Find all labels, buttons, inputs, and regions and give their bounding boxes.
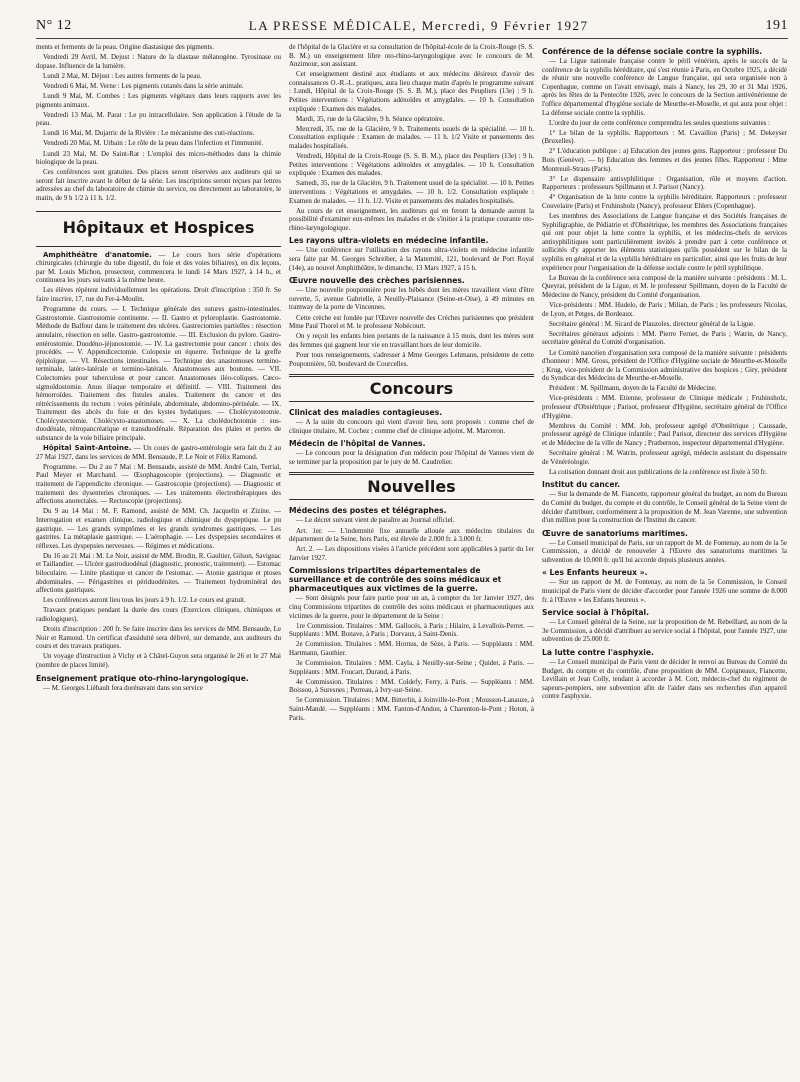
paragraph: — Sur la demande de M. Fiancette, rapporteur général du budget, au nom du Bureau du Comité du budget, du compte et du contrôle, le Conseil général de la Seine vient de décider d'attribuer, conformément à la proposition de M. Jean Varenne, une subvention d'un million pour la construction de l'Institut du cancer. bbox=[542, 490, 787, 525]
paragraph: Du 16 au 21 Mai : M. Le Noir, assisté de MM. Brodin, R. Gaultier, Gilson, Savignac et Taillandier. — Ulcère gastroduodénal (diagnostic, pronostic, traitement). — Estomac biloculaire. — Linite plastique et cancer de l'estomac. — Atonie gastrique et ptoses abdominales. — Périgastrites et périduodénites. — Traitement hydrominéral des affections gastriques. bbox=[36, 551, 281, 595]
paragraph: — Sur un rapport de M. de Fontenay, au nom de la 5e Commission, le Conseil municipal de Paris vient de décider d'accorder pour l'année 1926 une somme de 8.000 fr. à l'Œuvre « les Enfants heureux ». bbox=[542, 578, 787, 604]
paragraph: La cotisation donnant droit aux publications de la conférence est fixée à 50 fr. bbox=[549, 467, 767, 476]
article-title: Institut du cancer. bbox=[542, 480, 621, 490]
paragraph: Les conférences auront lieu tous les jours à 9 h. 1/2. Le cours est gratuit. bbox=[43, 596, 246, 605]
paragraph: Un voyage d'instruction à Vichy et à Châtel-Guyon sera organisé le 26 et le 27 Mai (nombre de places limité). bbox=[36, 652, 281, 669]
paragraph: Cette crèche est fondée par l'Œuvre nouvelle des Crèches parisiennes que président Mme Paul Thorel et M. le professeur Nobécourt. bbox=[289, 313, 534, 331]
paragraph: — La Ligue nationale française contre le péril vénérien, après le succès de la conférence de la syphilis héréditaire, qui s'est réunie à Paris, en Octobre 1925, a décidé de réunir une nouvelle conférence de Langue française, qui sera organisée non à Copenhague, comme on l'avait envisagé, mais à Nancy, les 29, 30 et 31 Mai 1926, après les fêtes de la Pentecôte 1926, avec le concours de la Section antivénérienne de l'office départemental d'hygiène sociale de Meurthe-et-Moselle, et qui aura pour objet : La défense sociale contre la syphilis. bbox=[542, 57, 787, 117]
paragraph: — Sont désignés pour faire partie pour un an, à compter du 1er Janvier 1927, des cinq Commissions tripartites de contrôle des soins médicaux et pharmaceutiques aux victimes de la guerre, pour le département de la Seine : bbox=[289, 594, 534, 620]
issue-number: N° 12 bbox=[36, 18, 72, 33]
paragraph: Secrétaires généraux adjoints : MM. Pierre Fernet, de Paris ; Watrin, de Nancy, secrétaire général du Comité d'organisation. bbox=[542, 329, 787, 347]
paragraph: — A la suite du concours qui vient d'avoir lieu, sont proposés : comme chef de clinique titulaire, M. Cochez ; comme chef de clinique adjoint, M. Marceron. bbox=[289, 418, 534, 435]
article-title: Service social à l'hôpital. bbox=[542, 608, 650, 618]
paragraph: Vice-présidents : MM. Etienne, professeur de Clinique médicale ; Fruhinsholz, professeur d'Obstétrique ; Parisot, professeur d'Hygiène, secrétaire général de l'Office d'Hygiène. bbox=[542, 394, 787, 420]
article-lead: Amphithéâtre d'anatomie. bbox=[43, 250, 152, 259]
paragraph: — Le décret suivant vient de paraître au Journal officiel. bbox=[296, 516, 455, 525]
paragraph: Les élèves répètent individuellement les opérations. Droit d'inscription : 350 fr. Se faire inscrire, 17, rue du Fer-à-Moulin. bbox=[36, 286, 281, 304]
publication-title: LA PRESSE MÉDICALE, Mercredi, 9 Février 1927 bbox=[248, 18, 589, 33]
paragraph: 3e Commission. Titulaires : MM. Cayla, à Neuilly-sur-Seine ; Quidet, à Paris. — Suppléants : MM. Foucart, Durand, à Paris. bbox=[289, 659, 534, 676]
paragraph: Membres du Comité : MM. Job, professeur agrégé d'Obstétrique ; Caussade, professeur agrégé de Clinique infantile ; Paul Parisot, directeur des services d'Hygiène et de Médecine de la ville de Nancy ; Pratbernon, inspecteur départemental d'Hygiène. bbox=[542, 421, 787, 447]
paragraph: Lundi 2 Mai, M. Déjust : Les autres ferments de la peau. bbox=[43, 71, 202, 80]
paragraph: de l'hôpital de la Glacière et sa consultation de l'hôpital-école de la Croix-Rouge (S. S. B. M.) un enseignement libre oto-rhino-laryngologique avec le concours de M. Anzimour, son assistant. bbox=[289, 43, 534, 69]
paragraph: Pour tous renseignements, s'adresser à Mme Georges Lehmann, présidente de cette Pouponnière, 50, boulevard de Courcelles. bbox=[289, 350, 534, 368]
article-lead: Hôpital Saint-Antoine. bbox=[43, 444, 132, 453]
paragraph: Le Bureau de la conférence sera composé de la manière suivante : présidents : M. L. Queyrat, président de la Ligue, et M. le professeur Spillmann, doyen de la Faculté de Médecine de Nancy, président du Comité d'organisation. bbox=[542, 273, 787, 299]
paragraph: Droits d'inscription : 200 fr. Se faire inscrire dans les services de MM. Bensaude, Le Noir et Ramond. Un certificat d'assiduité sera délivré, sur demande, aux auditeurs du cours et des travaux pratiques. bbox=[36, 625, 281, 651]
paragraph: Secrétaire général : M. Watrin, professeur agrégé, médecin assistant du dispensaire de Vénéréologie. bbox=[542, 449, 787, 466]
page-header bbox=[36, 0, 788, 39]
paragraph: Art. 2. — Les dispositions visées à l'article précédent sont applicables à partir du 1er Janvier 1927. bbox=[289, 545, 534, 562]
paragraph: 1° Le bilan de la syphilis. Rapporteurs : M. Cavaillon (Paris) ; M. Dekeyser (Bruxelles). bbox=[542, 128, 787, 146]
paragraph: Lundi 16 Mai, M. Dujarric de la Rivière : Le mécanisme des cuti-réactions. bbox=[43, 129, 255, 138]
article-title: Œuvre nouvelle des crèches parisiennes. bbox=[289, 276, 465, 286]
paragraph: — Une conférence sur l'utilisation des rayons ultra-violets en médecine infantile sera faite par M. Georges Schreiber, à la Maternité, 121, boulevard de Port Royal (14e), au nouvel Amphithéâtre, le dimanche, 13 Mars 1927, à 15 h. bbox=[289, 246, 534, 272]
column-2 bbox=[289, 43, 534, 1081]
paragraph: Vendredi 20 Mai, M. Urbain : Le rôle de la peau dans l'infection et l'immunité. bbox=[43, 139, 264, 148]
column-3 bbox=[542, 43, 787, 1081]
paragraph: 5e Commission. Titulaires : MM. Bitterlin, à Joinville-le-Pont ; Mousson-Lanauze, à Saint-Mandé. — Suppléants : MM. Fanton-d'Andon, à Charenton-le-Pont ; Hoton, à Paris. bbox=[289, 696, 534, 722]
paragraph: 4e Commission. Titulaires : MM. Coldefy, Ferry, à Paris. — Suppléants : MM. Boissou, à Suresnes ; Perreau, à Ivry-sur-Seine. bbox=[289, 677, 534, 695]
paragraph: — Le concours pour la désignation d'un médecin pour l'hôpital de Vannes vient de se terminer par la proposition par le jury de M. Caudrelier. bbox=[289, 449, 534, 466]
article-title: La lutte contre l'asphyxie. bbox=[542, 648, 654, 658]
paragraph: — Le cours hors série d'opérations chirurgicales (chirurgie du tube digestif, du foie et des voies biliaires), en dix leçons, par M. Louis Michon, prosecteur, commencera le lundi 14 Mars 1927, à 14 h., et continuera les jours suivants à la même heure. bbox=[36, 250, 281, 285]
paragraph: — Le Conseil général de la Seine, sur la proposition de M. Rebeillard, au nom de la 3e Commission, a décidé d'attribuer au service social à l'hôpital, pour l'année 1927, une subvention de 25.000 fr. bbox=[542, 618, 787, 644]
paragraph: Secrétaire général : M. Sicard de Plauzoles, directeur général de la Ligue. bbox=[549, 319, 756, 328]
paragraph: Les membres des Associations de Langue française et des Sociétés françaises de Syphiligraphie, de Pédiatrie et d'Obstétrique, les membres des Associations françaises qui ont pour objet la lutte contre la syphilis, et les médecins-chefs de services antisyphilitiques sont particulièrement invités à prendre part à cette conférence et sollicités d'y apporter les éléments statistiques qu'ils possèdent sur le bilan de la syphilis en général et de la syphilis héréditaire en particulier, ainsi que les fruits de leur expérience pour l'organisation de la défense sociale contre le péril syphilitique. bbox=[542, 212, 787, 272]
paragraph: — Un cours de gastro-entérologie sera fait du 2 au 27 Mai 1927, dans les services de MM. Bensaude, P. Le Noir et Félix Ramond. bbox=[36, 444, 281, 461]
paragraph: 1re Commission. Titulaires : MM. Gallocés, à Paris ; Hilaire, à Levallois-Perret. — Suppléants : MM. Bonave, à Paris ; Dorvaux, à Saint-Denis. bbox=[289, 621, 534, 639]
paragraph: Samedi, 35, rue de la Glacière, 9 h. Traitement usuel de la spécialité. — 10 h. Petites interventions : Végétations et amygdales. — 10 h. 1/2. Consultation expliquée : Examen de malades. — 11 h. 1/2. Visite et pansements des malades hospitalisés. bbox=[289, 179, 534, 205]
paragraph: Vendredi, Hôpital de la Croix-Rouge (S. S. B. M.), place des Peupliers (13e) : 9 h. Petites interventions : Végétations adénoïdes et amygdales. — 10 h. Consultation expliquée : Examen des malades. bbox=[289, 152, 534, 178]
paragraph: Vendredi 29 Avril, M. Dejust : Nature de la diastase mélanogène. Tyrosinase ou dopase. Influence de la lumière. bbox=[36, 53, 281, 70]
paragraph: Président : M. Spillmann, doyen de la Faculté de Médecine. bbox=[549, 384, 717, 393]
article-title: Conférence de la défense sociale contre la syphilis. bbox=[542, 47, 763, 56]
paragraph: 2° L'éducation publique : a) Education des jeunes gens. Rapporteur : professeur Du Bois (Genève). — b) Education des femmes et des jeunes filles. Rapporteur : Mme Montreuil-Straus (Paris). bbox=[542, 147, 787, 173]
paragraph: — Le Conseil municipal de Paris vient de décider le renvoi au Bureau du Comité du Budget, du compte et du contrôle, d'une proposition de MM. Copigneaux, Fiancette, Levillain et Jean Colly, tendant à accorder à M. Cott, médecin-chef du régiment de sapeurs-pompiers, une subvention afin de l'aider dans ses recherches d'un appareil contre l'asphyxie. bbox=[542, 658, 787, 701]
divider bbox=[36, 246, 281, 247]
paragraph: Mardi, 35, rue de la Glacière, 9 h. Séance opératoire. bbox=[296, 114, 445, 123]
divider bbox=[36, 211, 281, 212]
paragraph: Cet enseignement destiné aux étudiants et aux médecins désireux d'avoir des connaissances O.-R.-L. pratiques, aura lieu chaque matin d'après le programme suivant : Lundi, Hôpital de la Croix-Rouge (S. S. B. M.), place des Peupliers (13e) : 9 h. Petites interventions : Végétations adénoïdes et amygdales. — 10 h. Consultation expliquée : Examen des malades. bbox=[289, 70, 534, 113]
columns bbox=[36, 43, 788, 1081]
paragraph: Vendredi 6 Mai, M. Verne : Les pigments cutanés dans la série animale. bbox=[43, 81, 244, 90]
article-title: Médecins des postes et télégraphes. bbox=[289, 506, 447, 516]
paragraph: On y reçoit les enfants bien portants de la naissance à 15 mois, dont les mères sont des femmes qui gagnent leur vie en travaillant hors de leur domicile. bbox=[289, 332, 534, 349]
section-heading-nouvelles: Nouvelles bbox=[289, 472, 534, 500]
paragraph: Au cours de cet enseignement, les auditeurs qui en feront la demande auront la possibilité d'examiner eux-mêmes les malades et de s'initier à la pratique courante oto-rhino-laryngologique. bbox=[289, 206, 534, 232]
paragraph: Art. 1er. — L'indemnité fixe annuelle allouée aux médecins titulaires du département de la Seine, hors Paris, est élevée de 2.000 fr. à 3.000 fr. bbox=[289, 526, 534, 544]
paragraph: Mercredi, 35, rue de la Glacière, 9 h. Traitements usuels de la spécialité. — 10 h. Consultation expliquée : Examen de malades. — 11 h. 1/2 Visite et pansements des malades hospitalisés. bbox=[289, 124, 534, 151]
article-title: Clinicat des maladies contagieuses. bbox=[289, 408, 443, 418]
paragraph: Programme du cours. — I. Technique générale des sutures gastro-intestinales. Gastrostomie. Gastrostomie continente. — II. Gastro et pyloroplastie. Gastrostomie. Méthode de Balfour dans le traitement des ulcères. Gastrectomies partielles : résection annulaire, résection en selle. Gastro-gastrostomie. — III. Exclusion du pylore. Gastro-entérostomie. Duodéno-jéjunostomie. — IV. La gastrectomie pour cancer : choix des procédés. — V. Appendicectomie. Colopexie en équerre. Technique de la greffe épiploïque. — VI. Résections intestinales. — Technique des anastomoses termino-terminale, latéro-latérale et termino-latérale. Anastomoses aux boutons. — VII. Colectomies pour tubercul​ose et pour cancer. Anastomoses iléo-coliques. Cæco-sigmoïdostomie. Anus iliaque temporaire et définitif. — VIII. Traitement des hémorroïdes. Traitement des fistules anales. Traitement du cancer et des rétrécissements du rectum : voies périnéale, abdominale, abdomino-périnéale. — IX. Traitement des abcès du foie et des kystes hydatiques. — Cholécystostomie. Cholécystectomie. Cholécysto-anastomoses. — X. La cholédochotomie : sus-duodénale, rétropancréatique et transduodénale. Réparation des plaies et pertes de substance de la voie biliaire principale. bbox=[36, 305, 281, 443]
article-title: Œuvre de sanatoriums maritimes. bbox=[542, 528, 688, 538]
article-title: Enseignement pratique oto-rhino-laryngologique. bbox=[36, 673, 249, 683]
paragraph: ments et ferments de la peau. Origine diastasique des pigments. bbox=[36, 43, 214, 51]
paragraph: — Le Conseil municipal de Paris, sur un rapport de M. de Fontenay, au nom de la 5e Commission, a décidé de renouveler à l'Œuvre des sanatoriums maritimes la subvention de 10.000 fr. qu'il lui accorde depuis plusieurs années. bbox=[542, 538, 787, 564]
article-title: Médecin de l'hôpital de Vannes. bbox=[289, 439, 426, 449]
section-heading-concours: Concours bbox=[289, 374, 534, 402]
paragraph: 3° Le dispensaire antisyphilitique : Organisation, rôle et moyens d'action. Rapporteurs : professeurs Spillmann et J. Parisot (Nancy). bbox=[542, 174, 787, 192]
paragraph: Travaux pratiques pendant la durée des cours (Exercices cliniques, chimiques et radiologiques). bbox=[36, 606, 281, 623]
paragraph: 2e Commission. Titulaires : MM. Hornus, de Sèze, à Paris. — Suppléants : MM. Hartmann, Gauthier. bbox=[289, 640, 534, 657]
paragraph: L'ordre du jour de cette conférence comprendra les seules questions suivantes : bbox=[549, 118, 771, 127]
paragraph: — Une nouvelle pouponnière pour les bébés dont les mères travaillent vient d'être ouverte, 5, avenue Gabrielle, à Neuilly-Plaisance (Seine-et-Oise), à 49 minutes en tramway de la porte de Vincennes. bbox=[289, 286, 534, 312]
paragraph: Vice-présidents : MM. Hudelo, de Paris ; Milian, de Paris ; les professeurs Nicolas, de Lyon, et Petges, de Bordeaux. bbox=[542, 301, 787, 318]
paragraph: Vendredi 13 Mai, M. Parat : Le pu intracellulaire. Son application à l'étude de la peau. bbox=[36, 110, 281, 128]
article-title: « Les Enfants heureux ». bbox=[542, 568, 648, 578]
paragraph: Ces conférences sont gratuites. Des places seront réservées aux auditeurs qui se seront fait inscrire avant le début de la série. Les inscriptions seront reçues par lettres adressées au chef du laboratoire de chimie du service, ou directement au laboratoire, le matin, de 9 h 1/2 à 11 h. 1/2. bbox=[36, 168, 281, 202]
section-heading-hopitaux: Hôpitaux et Hospices bbox=[62, 217, 255, 237]
paragraph: — M. Georges Liébault fera dorénavant dans son service bbox=[43, 683, 203, 692]
paragraph: Programme. — Du 2 au 7 Mai : M. Bensaude, assisté de MM. André Cain, Terrial, Paul Meyer et Marchand. — Œsophagoscopie (projections). — Diagnostic et traitement de l'appendicite chronique. — Gastroscopie (projections). — Diagnostic et traitement des dysenteries chroniques. — Les traitements électrothérapiques des affections anorectales. — Rectoscopie (projections). bbox=[36, 462, 281, 506]
paragraph: Du 9 au 14 Mai : M. F. Ramond, assisté de MM. Ch. Jacquelin et Zizine. — Interrogation et examen clinique, radiologique et chimique du dyspeptique. Le pu gastrique. — Les grands symptômes et les grands syndromes gastriques. — Les gastrites. La métaplasie gastrique. — L'aérophagie. — Les dyspepsies secondaires et réflexes. Les dyspepsies nerveuses. — Régimes et médications. bbox=[36, 507, 281, 550]
column-1 bbox=[36, 43, 281, 1081]
page-number: 191 bbox=[765, 18, 788, 33]
paragraph: Le Comité nancéien d'organisation sera composé de la manière suivante : présidents d'honneur : MM. Gross, président de l'Office d'Hygiène sociale de Meurthe-et-Moselle ; Krug, vice-président de la Commission administrative des hospices ; Giry, président du Syndicat des Médecins de Meurthe-et-Moselle. bbox=[542, 348, 787, 383]
article-title: Les rayons ultra-violets en médecine infantile. bbox=[289, 236, 489, 246]
article-title: Commissions tripartites départementales de surveillance et de contrôle des soins médicaux et pharmaceutiques aux victimes de la guerre. bbox=[289, 566, 502, 594]
paragraph: Lundi 23 Mai, M. De Saint-Rat : L'emploi des micro-méthodes dans la chimie biologique de la peau. bbox=[36, 149, 281, 167]
paragraph: 4° Organisation de la lutte contre la syphilis héréditaire. Rapporteurs : professeur Couvelaire (Paris) et Fruhinsholz (Nancy), professeur Ehlers (Copenhague). bbox=[542, 193, 787, 210]
paragraph: Lundi 9 Mai, M. Combes : Les pigments végétaux dans leurs rapports avec les pigments animaux. bbox=[36, 91, 281, 109]
